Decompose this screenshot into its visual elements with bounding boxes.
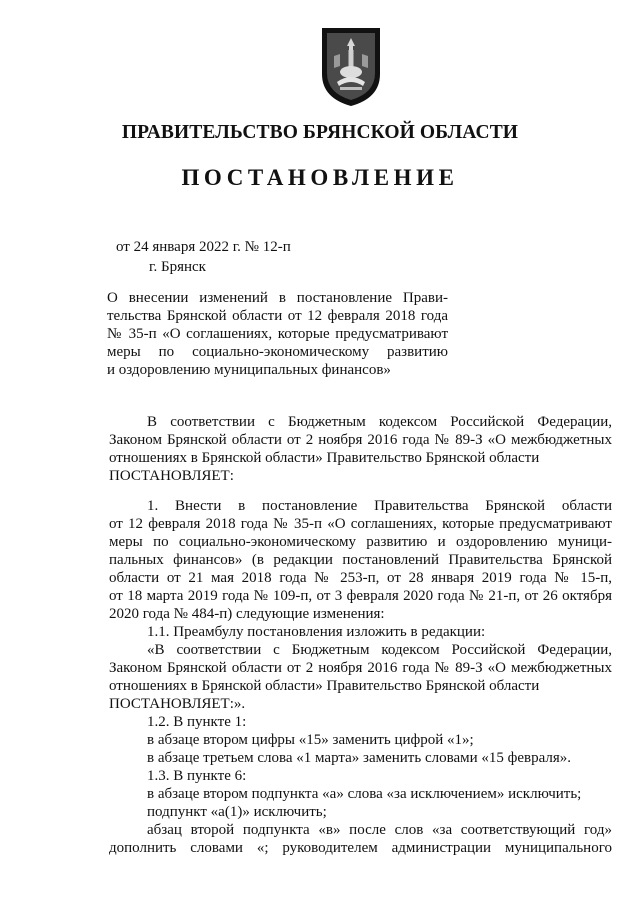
body-line: меры по социально-экономическому развитию и оздоровлению муници- xyxy=(109,534,612,550)
body-line: 1.2. В пункте 1: xyxy=(147,714,247,730)
coat-of-arms-icon xyxy=(320,26,382,108)
body-line: области от 21 мая 2018 года № 253-п, от 28 января 2019 года № 15-п, xyxy=(109,570,612,586)
document-type-title: ПОСТАНОВЛЕНИЕ xyxy=(181,165,459,190)
body-line: 1.3. В пункте 6: xyxy=(147,768,247,784)
body-line: 1. Внести в постановление Правительства Брянской области xyxy=(147,498,612,514)
subject-line: тельства Брянской области от 12 февраля 2018 года xyxy=(107,308,448,324)
body-line: Законом Брянской области от 2 ноября 2016 года № 89-З «О межбюджетных xyxy=(109,660,612,676)
preamble-line: отношениях в Брянской области» Правительство Брянской области xyxy=(109,450,540,466)
body-line: ПОСТАНОВЛЯЕТ:». xyxy=(109,696,246,712)
body-line: от 12 февраля 2018 года № 35-п «О соглашениях, которые предусматривают xyxy=(109,516,612,532)
subject-line: меры по социально-экономическому развитию xyxy=(107,344,448,360)
body-line: в абзаце третьем слова «1 марта» заменить словами «15 февраля». xyxy=(147,750,572,766)
subject-line: и оздоровлению муниципальных финансов» xyxy=(107,362,391,378)
body-line: отношениях в Брянской области» Правительство Брянской области xyxy=(109,678,540,694)
body-line: 1.1. Преамбулу постановления изложить в редакции: xyxy=(147,624,486,640)
subject-line: О внесении изменений в постановление Прави- xyxy=(107,290,448,306)
body-line: в абзаце втором подпункта «а» слова «за исключением» исключить; xyxy=(147,786,582,802)
date-and-number: от 24 января 2022 г. № 12-п xyxy=(116,239,291,255)
body-line: дополнить словами «; руководителем администрации муниципального xyxy=(109,840,612,856)
body-line: пальных финансов» (в редакции постановлений Правительства Брянской xyxy=(109,552,612,568)
body-line: 2020 года № 484-п) следующие изменения: xyxy=(109,606,385,622)
preamble-line: В соответствии с Бюджетным кодексом Российской Федерации, xyxy=(147,414,612,430)
city: г. Брянск xyxy=(149,259,206,275)
body-line: абзац второй подпункта «в» после слов «за соответствующий год» xyxy=(147,822,612,838)
body-line: «В соответствии с Бюджетным кодексом Российской Федерации, xyxy=(147,642,612,658)
body-line: от 18 марта 2019 года № 109-п, от 3 февраля 2020 года № 21-п, от 26 октября xyxy=(109,588,612,604)
issuing-authority: ПРАВИТЕЛЬСТВО БРЯНСКОЙ ОБЛАСТИ xyxy=(121,122,519,143)
preamble-line: ПОСТАНОВЛЯЕТ: xyxy=(109,468,234,484)
subject-line: № 35-п «О соглашениях, которые предусматривают xyxy=(107,326,448,342)
body-line: подпункт «а(1)» исключить; xyxy=(147,804,327,820)
body-line: в абзаце втором цифры «15» заменить цифрой «1»; xyxy=(147,732,474,748)
preamble-line: Законом Брянской области от 2 ноября 2016 года № 89-З «О межбюджетных xyxy=(109,432,612,448)
